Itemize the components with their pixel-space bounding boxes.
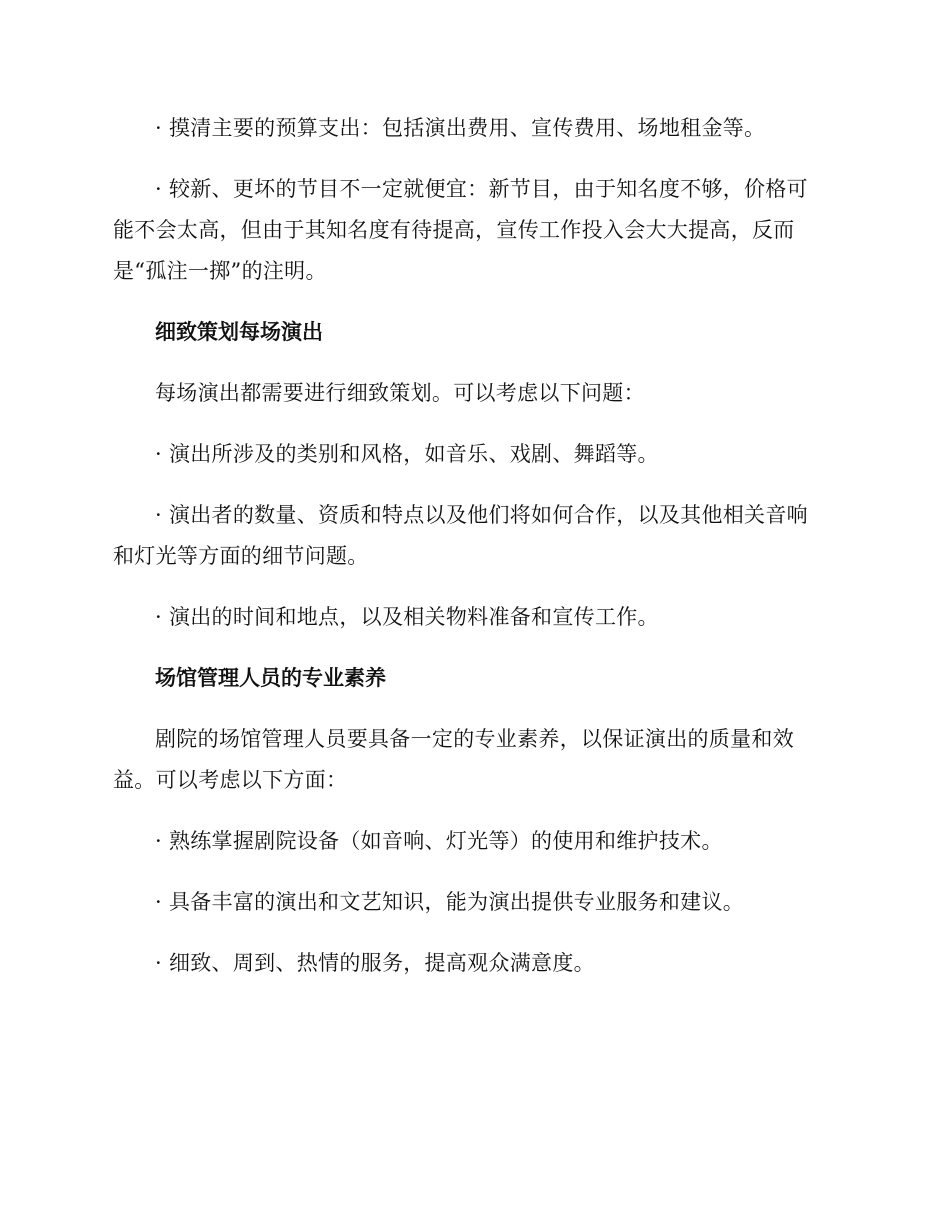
section-heading-staff: 场馆管理人员的专业素养 [155, 666, 386, 690]
planning-intro: 每场演出都需要进行细致策划。可以考虑以下问题： [155, 381, 645, 405]
bullet-budget-expenses: · 摸清主要的预算支出：包括演出费用、宣传费用、场地租金等。 [155, 116, 766, 140]
bullet-arts-knowledge: · 具备丰富的演出和文艺知识，能为演出提供专业服务和建议。 [155, 890, 745, 914]
bullet-equipment-skills: · 熟练掌握剧院设备（如音响、灯光等）的使用和维护技术。 [155, 829, 723, 853]
bullet-new-programs: · 较新、更坏的节目不一定就便宜：新节目，由于知名度不够，价格可能不会太高，但由于其知名度有待提高，宣传工作投入会大大提高，反而是“孤注一掷”的注明。 [113, 177, 808, 283]
document-page [113, 108, 827, 1004]
bullet-performers: · 演出者的数量、资质和特点以及他们将如何合作，以及其他相关音响和灯光等方面的细节问题。 [113, 503, 808, 568]
bullet-service: · 细致、周到、热情的服务，提高观众满意度。 [155, 951, 595, 975]
section-heading-planning: 细致策划每场演出 [155, 320, 323, 344]
staff-intro: 剧院的场馆管理人员要具备一定的专业素养，以保证演出的质量和效益。可以考虑以下方面： [113, 727, 794, 792]
bullet-time-location: · 演出的时间和地点，以及相关物料准备和宣传工作。 [155, 605, 659, 629]
bullet-performance-genre: · 演出所涉及的类别和风格，如音乐、戏剧、舞蹈等。 [155, 442, 659, 466]
